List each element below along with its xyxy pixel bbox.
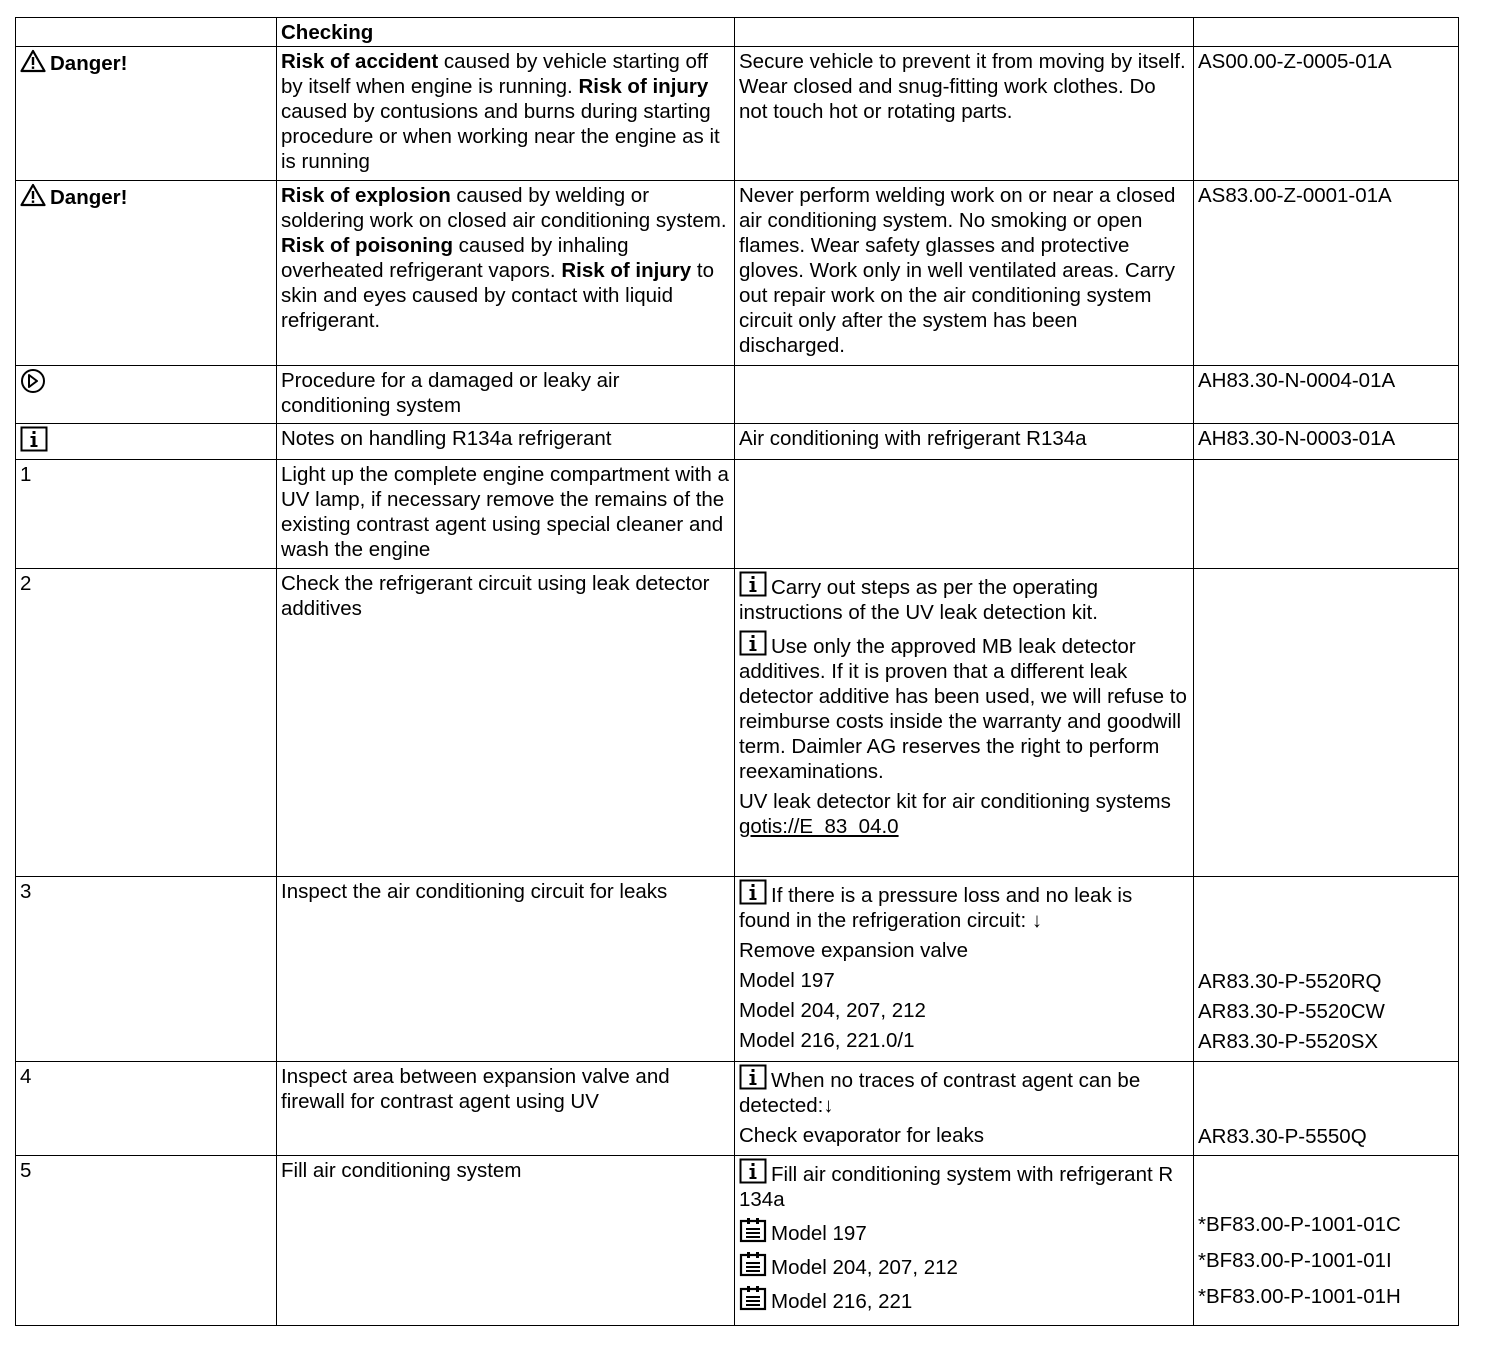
info-icon [739,1064,767,1090]
cell-step-number [16,1062,277,1156]
reference-code: *BF83.00-P-1001-01H [1198,1285,1401,1308]
table-row-notes [16,424,1459,460]
cell-icon [16,366,277,424]
cell-step-text [277,460,735,569]
model-label: Model 197 [771,1222,867,1245]
table-row-step-2 [16,569,1459,877]
cell-notes-text [277,424,735,460]
cell-step-details [735,569,1194,877]
cell-ref [1194,877,1459,1062]
reference-code: AS00.00-Z-0005-01A [1198,50,1392,73]
model-label: Model 216, 221 [771,1290,913,1313]
cell-step-text [277,569,735,877]
measure-text: Never perform welding work on or near a closed air conditioning system. No smoking or open flames. Wear safety glasses and protective gloves. Work only in well ventilated areas. Carry out repair work on the air conditioning system circuit only after the system has been discharged. [739,184,1176,357]
cell-step-text [277,877,735,1062]
info-note [739,630,1189,784]
procedure-text: Procedure for a damaged or leaky air conditioning system [281,369,620,417]
reference-code: AS83.00-Z-0001-01A [1198,184,1392,207]
info-text: Fill air conditioning system with refrigerant R 134a [739,1163,1174,1211]
action-text: Check evaporator for leaks [739,1124,984,1147]
reference-code: AR83.30-P-5520CW [1198,1000,1385,1023]
info-note [739,571,1189,625]
cell-step-number [16,1156,277,1326]
cell-title [277,18,735,47]
cell-risk-text [277,181,735,366]
cell-danger-label [16,47,277,181]
reference-code: AH83.30-N-0003-01A [1198,427,1396,450]
risk-heading: Risk of injury [578,75,709,98]
action-text: Remove expansion valve [739,939,969,962]
info-note [739,1158,1189,1212]
cell-step-number [16,460,277,569]
step-number: 3 [20,880,32,903]
risk-text: caused by welding or soldering work on closed air conditioning system. [281,184,727,232]
cell-step-details [735,1062,1194,1156]
risk-heading: Risk of explosion [281,184,451,207]
risk-text: caused by contusions and burns during starting procedure or when working near the engine as it is running [281,100,720,173]
cell-ref [1194,424,1459,460]
cell-ref [1194,1062,1459,1156]
table-row-procedure [16,366,1459,424]
cell-step-text [277,1156,735,1326]
cell-ref [1194,181,1459,366]
warning-triangle-icon [20,183,46,207]
cell-ref [1194,1156,1459,1326]
cell-risk-text [277,47,735,181]
step-text: Check the refrigerant circuit using leak detector additives [281,572,710,620]
cell-measures [735,181,1194,366]
model-entry [739,1217,1189,1246]
cell-measures [735,47,1194,181]
risk-text: caused by inhaling overheated refrigerant vapors. [281,234,629,282]
risk-heading: Risk of accident [281,50,439,73]
cell-empty [735,460,1194,569]
cell-notes-detail [735,424,1194,460]
table-row-step-4 [16,1062,1459,1156]
cell-empty [1194,18,1459,47]
risk-heading: Risk of poisoning [281,234,453,257]
table-row-step-5 [16,1156,1459,1326]
step-text: Light up the complete engine compartment with a UV lamp, if necessary remove the remains of the existing contrast agent using special cleaner and wash the engine [281,463,729,561]
risk-text: to skin and eyes caused by contact with liquid refrigerant. [281,259,714,332]
cell-step-number [16,877,277,1062]
cell-ref [1194,366,1459,424]
info-icon [739,630,767,656]
reference-code: AR83.30-P-5550Q [1198,1125,1367,1148]
step-number: 5 [20,1159,32,1182]
datasheet-icon [739,1251,767,1277]
cell-ref [1194,47,1459,181]
step-number: 2 [20,572,32,595]
section-title: Checking [281,21,374,44]
info-icon [739,571,767,597]
info-icon [739,879,767,905]
notes-detail: Air conditioning with refrigerant R134a [739,427,1087,450]
measure-text: Wear closed and snug-fitting work clothes. Do not touch hot or rotating parts. [739,75,1156,123]
model-label: Model 204, 207, 212 [771,1256,958,1279]
risk-heading: Risk of injury [561,259,692,282]
info-text: When no traces of contrast agent can be detected:↓ [739,1069,1141,1117]
warning-triangle-icon [20,49,46,73]
cell-step-details [735,877,1194,1062]
datasheet-icon [739,1285,767,1311]
cell-step-details [735,1156,1194,1326]
cell-danger-label [16,181,277,366]
procedure-arrow-icon [20,368,46,394]
model-label: Model 197 [739,969,835,992]
step-text: Inspect the air conditioning circuit for leaks [281,880,668,903]
step-number: 1 [20,463,32,486]
table-row-danger-accident [16,47,1459,181]
reference-code: AH83.30-N-0004-01A [1198,369,1396,392]
table-row-step-3 [16,877,1459,1062]
measure-text: Secure vehicle to prevent it from moving by itself. [739,50,1186,73]
table-row-danger-explosion [16,181,1459,366]
risk-text: caused by vehicle starting off by itself when engine is running. [281,50,708,98]
model-label: Model 204, 207, 212 [739,999,926,1022]
cell-empty [735,18,1194,47]
datasheet-icon [739,1217,767,1243]
model-entry [739,1251,1189,1280]
cell-empty [16,18,277,47]
info-icon [20,426,48,452]
reference-code: *BF83.00-P-1001-01C [1198,1213,1401,1236]
gotis-link[interactable]: gotis://E_83_04.0 [739,815,899,838]
model-entry [739,1285,1189,1314]
info-note [739,1064,1189,1118]
step-text: Inspect area between expansion valve and firewall for contrast agent using UV [281,1065,670,1113]
danger-label: Danger! [50,186,128,209]
info-text: Use only the approved MB leak detector additives. If it is proven that a different leak detector additive has been used, we will refuse to reimburse costs inside the warranty and goodwill term. Daimler AG reserves the right to perform reexaminations. [739,635,1187,783]
reference-code: AR83.30-P-5520SX [1198,1030,1379,1053]
cell-icon [16,424,277,460]
notes-text: Notes on handling R134a refrigerant [281,427,612,450]
step-number: 4 [20,1065,32,1088]
info-note [739,879,1189,933]
info-icon [739,1158,767,1184]
table-row-header [16,18,1459,47]
cell-empty [1194,460,1459,569]
step-text: Fill air conditioning system [281,1159,522,1182]
cell-empty [735,366,1194,424]
cell-step-number [16,569,277,877]
info-text: Carry out steps as per the operating instructions of the UV leak detection kit. [739,576,1099,624]
model-label: Model 216, 221.0/1 [739,1029,915,1052]
cell-procedure-text [277,366,735,424]
table-row-step-1 [16,460,1459,569]
procedure-table [15,17,1459,1326]
cell-step-text [277,1062,735,1156]
tool-text: UV leak detector kit for air conditioning systems [739,790,1171,813]
reference-code: AR83.30-P-5520RQ [1198,970,1382,993]
reference-code: *BF83.00-P-1001-01I [1198,1249,1392,1272]
danger-label: Danger! [50,52,128,75]
cell-empty [1194,569,1459,877]
info-text: If there is a pressure loss and no leak is found in the refrigeration circuit: ↓ [739,884,1133,932]
